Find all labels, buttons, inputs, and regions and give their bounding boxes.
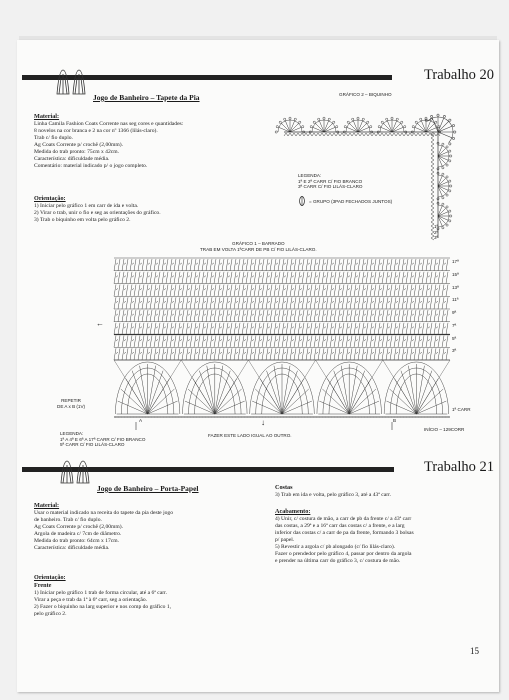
material-heading-21: Material: — [34, 502, 60, 509]
legend-chart2: LEGENDA: 1ª E 2ª CARR C/ FIO BRANCO 3ª CARR C/ FIO LILÁS-CLARO — [298, 173, 363, 190]
material-text: Linha Camila Fashion Coats Corrente nas seg cores e quantidades: 8 novelos na cor branca e 2 na cor nº 1366 (lilás-claro). Trab c/ fio duplo. Ag Coats Corrente p/ crochê (2,00mm). Medida do trab pronto: 75cm x 42cm. Característica: dificuldade média. Comentário: material indicado p/ o jogo completo. — [34, 121, 184, 169]
title-tapete: Jogo de Banheiro – Tapete da Pia — [93, 93, 200, 102]
legend-chart1: LEGENDA: 1ª A 4ª E 6ª A 17ª CARR C/ FIO BRANCO 5ª CARR C/ FIO LILÁS-CLARO — [60, 431, 146, 448]
back-heading: Costas — [275, 484, 293, 491]
chart1-title: GRÁFICO 1 – BARRADO TRAB EM VOLTA 1ªCARR DE PB C/ FIO LILÁS-CLARO. — [200, 241, 317, 252]
orientation-heading-21: Orientação: — [34, 574, 66, 581]
chart1-row-label: 13ª — [452, 284, 459, 290]
orientation-heading: Orientação: — [34, 195, 66, 202]
orientation-text: 1) Iniciar pelo gráfico 1 em carr de ida e volta. 2) Virar o trab, unir o fio e seg as orientações do gráfico. 3) Trab o biquinho em volta pelo gráfico 2. — [34, 203, 161, 223]
first-row-label: 1ª CARR — [452, 407, 471, 412]
chart1-row-label: 17ª — [452, 259, 459, 264]
legend-group: = GRUPO (3PAD FECHADOS JUNTOS) — [309, 199, 393, 204]
mark-b: B — [393, 418, 397, 423]
heading-trabalho-20: Trabalho 20 — [424, 67, 494, 83]
chart1-row-label: 3ª — [452, 348, 457, 354]
material-text-21: Usar o material indicado na receita do tapete da pia deste jogo de banheiro. Trab c/ fio duplo. Ag Coats Corrente p/ crochê (2,00mm). Argola de madeira c/ 7cm de diâmetro. Medida do trab pronto: 64cm x 17cm. Característica: dificuldade média. — [34, 510, 174, 551]
front-heading: Frente — [34, 582, 52, 589]
header-trabalho-21 — [22, 459, 498, 481]
front-text: 1) Iniciar pelo gráfico 1 trab de forma circular, até a 6ª carr. Virar a peça e trab da 1ª à 6ª carr, seg a orientação. 2) Fazer o biquinho na larg superior e nos comp do gráfico 1, pelo gráfico 2. — [34, 590, 172, 617]
chart2-row-labels: 1ª 2ª 3ª — [434, 224, 439, 241]
group-symbol-icon — [297, 195, 307, 207]
chart2-edging — [270, 98, 470, 246]
header-trabalho-20 — [22, 67, 498, 89]
mat-icons — [54, 66, 88, 96]
chart1-row-label: 7ª — [452, 322, 457, 328]
material-heading: Material: — [34, 113, 60, 120]
mark-a: A — [139, 418, 143, 423]
chart1-row-label: 5ª — [452, 335, 457, 341]
title-porta-papel: Jogo de Banheiro – Porta-Papel — [97, 484, 199, 493]
arrow-down-icon: ↓ — [261, 418, 265, 427]
chart1-row-label: 15ª — [452, 271, 459, 277]
chart2-title: GRÁFICO 2 – BIQUINHO — [339, 92, 392, 97]
page-number: 15 — [470, 646, 479, 656]
chart1-border — [114, 258, 450, 420]
arrow-left-icon: ← — [96, 319, 104, 328]
chart1-row-label: 9ª — [452, 310, 457, 315]
same-side-note: FAZER ESTE LADO IGUAL AO OUTRO. — [208, 433, 292, 438]
start-label: INÍCIO – 129CORR — [424, 427, 465, 432]
mat-icons — [58, 457, 92, 485]
finishing-text: 4) Unir, c/ costura de mão, a carr de pb da frente c/ a 43ª carr das costas, a 29ª e a 16ª carr das costas c/ a frente, e a larg inferior das costas c/ a carr de pa da frente, formando 3 bolsas p/ papel. 5) Revestir a argola c/ pb alongado (c/ fio lilás-claro). Fazer o prendedor pelo gráfico 4, passar por dentro da argola e prender na última carr do gráfico 3, c/ costura de mão. — [275, 516, 414, 564]
chart1-row-label: 11ª — [452, 297, 459, 303]
chart1-stitches — [114, 258, 450, 430]
finishing-heading: Acabamento: — [275, 508, 311, 515]
heading-trabalho-21: Trabalho 21 — [424, 459, 494, 475]
repeat-label: REPETIR DE A x B (1V) — [57, 398, 86, 409]
back-text: 3) Trab em ida e volta, pelo gráfico 3, até a 43ª carr. — [275, 492, 392, 498]
